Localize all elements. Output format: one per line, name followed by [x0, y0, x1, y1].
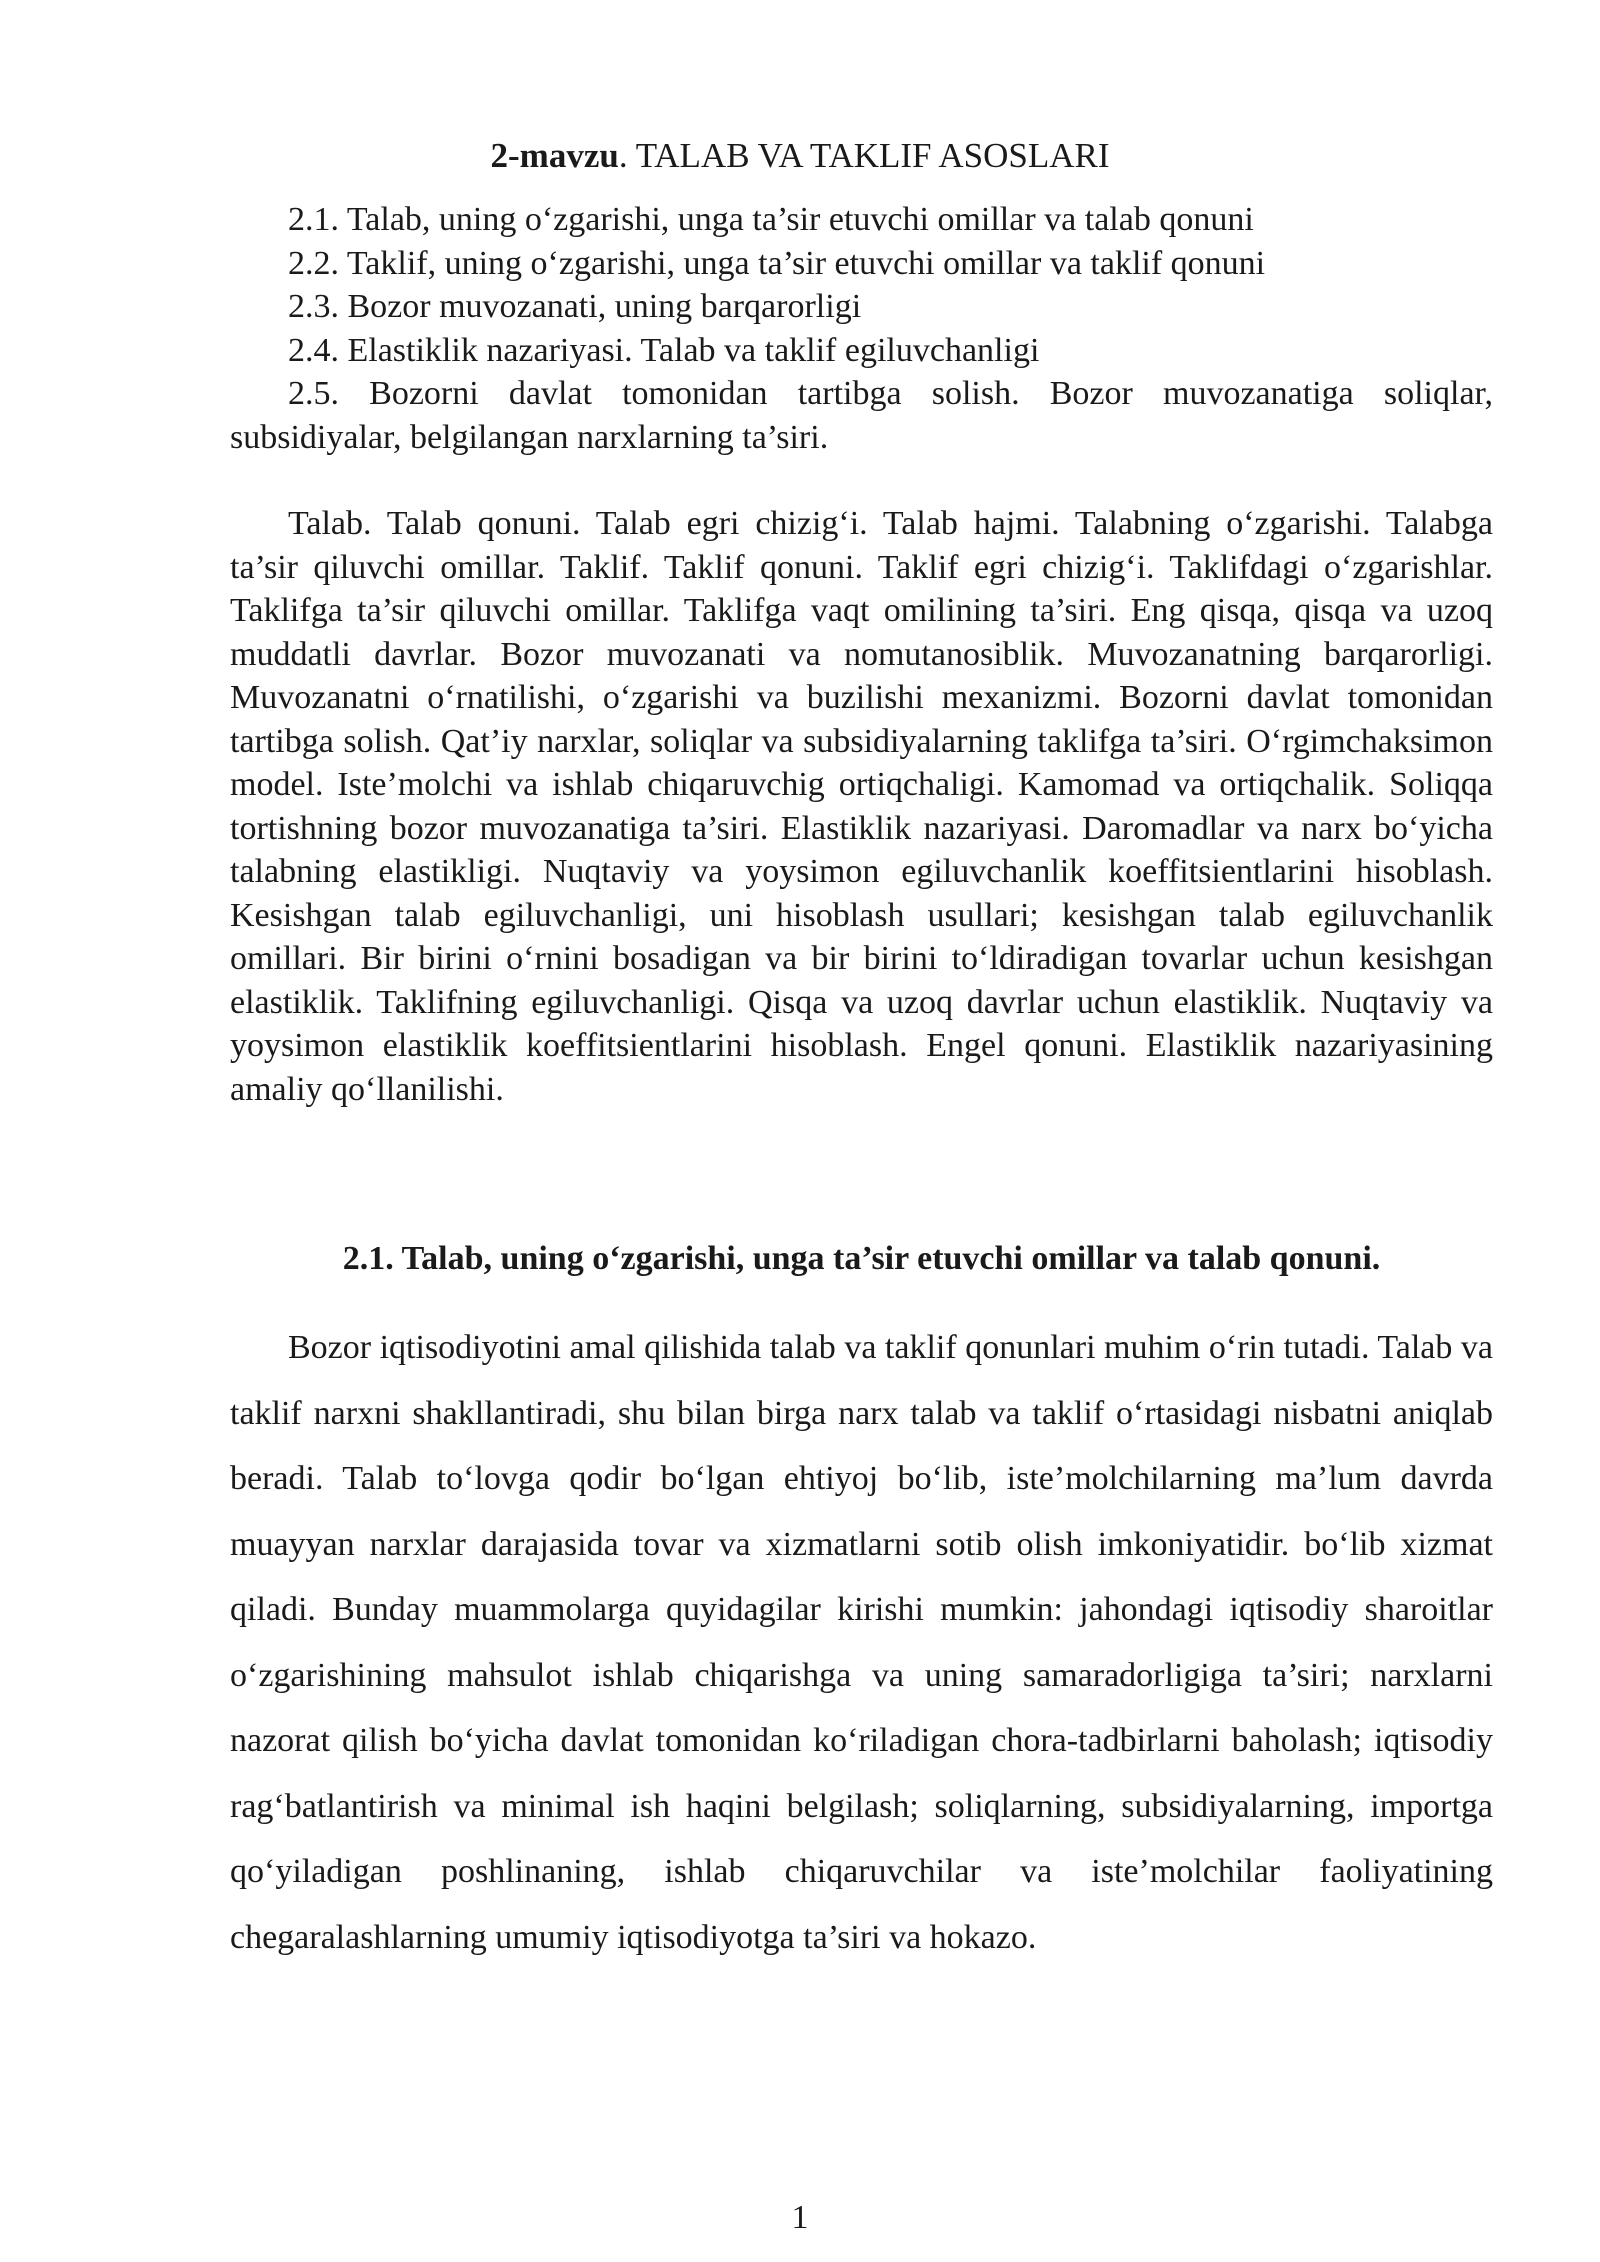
page-number: 1 — [791, 2199, 809, 2236]
toc-item-2-4: 2.4. Elastiklik nazariyasi. Talab va taklif egiluvchanligi — [288, 331, 1040, 369]
toc-item-2-2: 2.2. Taklif, uning o‘zgarishi, unga ta’sir etuvchi omillar va taklif qonuni — [288, 244, 1266, 282]
document-title — [0, 132, 1600, 180]
document-title-text: . TALAB VA TAKLIF ASOSLARI — [618, 136, 1110, 175]
toc-item-2-1: 2.1. Talab, uning o‘zgarishi, unga ta’sir etuvchi omillar va talab qonuni — [288, 201, 1254, 238]
document-title-topic-number: 2-mavzu — [490, 136, 619, 175]
section-title: 2.1. Talab, uning o‘zgarishi, unga ta’sir etuvchi omillar va talab qonuni. — [342, 1240, 1381, 1277]
toc-item-2-5: 2.5. Bozorni davlat tomonidan tartibga solish. Bozor muvozanatiga soliqlar, subsidiyalar, belgilangan narxlarning ta’siri. — [230, 375, 1493, 456]
toc-item-2-3: 2.3. Bozor muvozanati, uning barqarorligi — [288, 288, 862, 325]
table-of-contents — [230, 198, 1493, 459]
body-paragraph: Bozor iqtisodiyotini amal qilishida talab va taklif qonunlari muhim o‘rin tutadi. Talab va taklif narxni shakllantiradi, shu bilan birga narx talab va taklif o‘rtasidagi nisbatni aniqlab beradi. Talab to‘lovga qodir bo‘lgan ehtiyoj bo‘lib, iste’molchilarning ma’lum davrda muayyan narxlar darajasida tovar va xizmatlarni sotib olish imkoniyatidir. bo‘lib xizmat qiladi. Bunday muammolarga quyidagilar kirishi mumkin: jahondagi iqtisodiy sharoitlar o‘zgarishining mahsulot ishlab chiqarishga va uning samaradorligiga ta’siri; narxlarni nazorat qilish bo‘yicha davlat tomonidan ko‘riladigan chora-tadbirlarni baholash; iqtisodiy rag‘batlantirish va minimal ish haqini belgilash; soliqlarning, subsidiyalarning, importga qo‘yiladigan poshlinaning, ishlab chiqaruvchilar va iste’molchilar faoliyatining chegaralashlarning umumiy iqtisodiyotga ta’siri va hokazo. — [230, 1329, 1493, 1956]
keywords-paragraph: Talab. Talab qonuni. Talab egri chizig‘i. Talab hajmi. Talabning o‘zgarishi. Talabga ta’sir qiluvchi omillar. Taklif. Taklif qonuni. Taklif egri chizig‘i. Taklifdagi o‘zgarishlar. Taklifga ta’sir qiluvchi omillar. Taklifga vaqt omilining ta’siri. Eng qisqa, qisqa va uzoq muddatli davrlar. Bozor muvozanati va nomutanosiblik. Muvozanatning barqarorligi. Muvozanatni o‘rnatilishi, o‘zgarishi va buzilishi mexanizmi. Bozorni davlat tomonidan tartibga solish. Qat’iy narxlar, soliqlar va subsidiyalarning taklifga ta’siri. O‘rgimchaksimon model. Iste’molchi va ishlab chiqaruvchig ortiqchaligi. Kamomad va ortiqchalik. Soliqqa tortishning bozor muvozanatiga ta’siri. Elastiklik nazariyasi. Daromadlar va narx bo‘yicha talabning elastikligi. Nuqtaviy va yoysimon egiluvchanlik koeffitsientlarini hisoblash. Kesishgan talab egiluvchanligi, uni hisoblash usullari; kesishgan talab egiluvchanlik omillari. Bir birini o‘rnini bosadigan va bir birini to‘ldiradigan tovarlar uchun kesishgan elastiklik. Taklifning egiluvchanligi. Qisqa va uzoq davrlar uchun elastiklik. Nuqtaviy va yoysimon elastiklik koeffitsientlarini hisoblash. Engel qonuni. Elastiklik nazariyasining amaliy qo‘llanilishi. — [230, 505, 1493, 1108]
